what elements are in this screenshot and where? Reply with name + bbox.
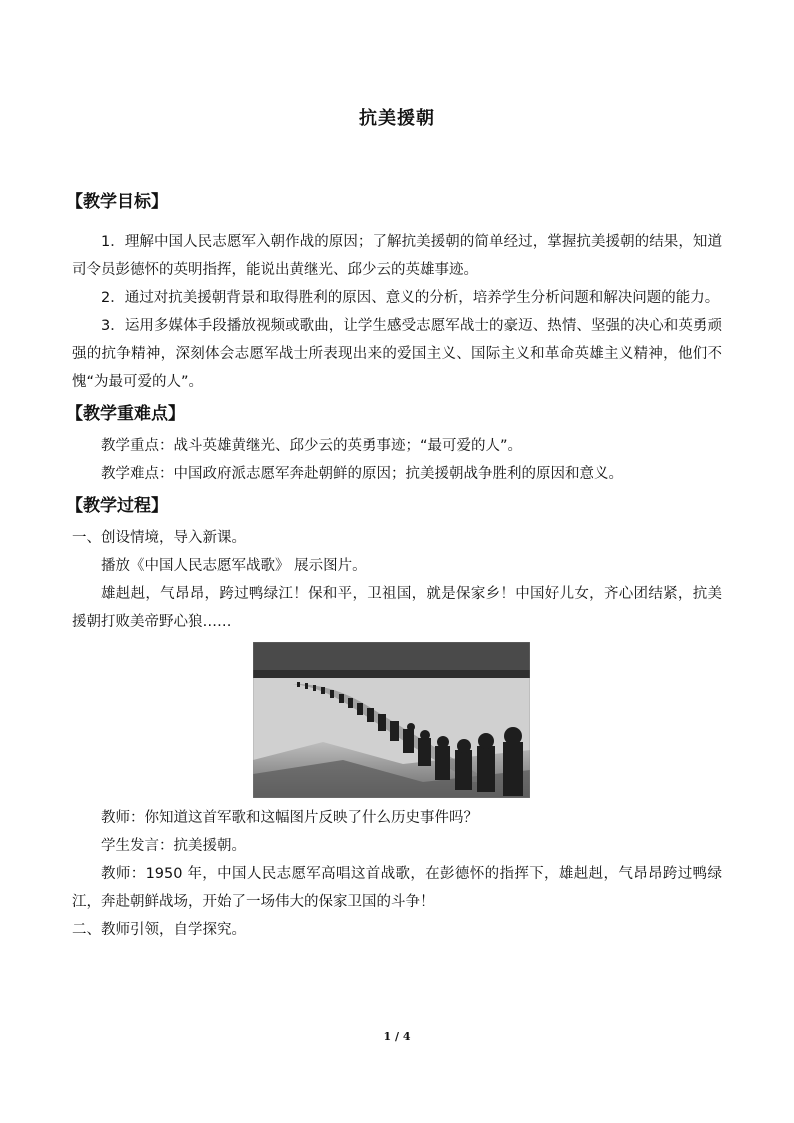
teacher-statement: 教师：1950 年，中国人民志愿军高唱这首战歌，在彭德怀的指挥下，雄赳赳，气昂昂跨过鸭绿江，奔赴朝鲜战场，开始了一场伟大的保家卫国的斗争！ xyxy=(72,866,722,910)
page-title: 抗美援朝 xyxy=(359,108,435,129)
document-body xyxy=(66,188,722,944)
play-song-line: 播放《中国人民志愿军战歌》 展示图片。 xyxy=(101,558,367,574)
student-answer: 学生发言：抗美援朝。 xyxy=(101,838,246,854)
teaching-difficulty: 教学难点：中国政府派志愿军奔赴朝鲜的原因；抗美援朝战争胜利的原因和意义。 xyxy=(101,466,623,482)
page-number: 1 / 4 xyxy=(383,1030,411,1043)
volunteer-army-crossing-photo xyxy=(253,642,530,798)
teaching-focus: 教学重点：战斗英雄黄继光、邱少云的英勇事迹；“最可爱的人”。 xyxy=(101,438,523,454)
section-heading-process: 【教学过程】 xyxy=(66,496,168,516)
section-heading-goals: 【教学目标】 xyxy=(66,192,168,212)
process-step-1: 一、创设情境，导入新课。 xyxy=(72,530,246,546)
process-step-2: 二、教师引领，自学探究。 xyxy=(72,922,246,938)
goal-item-2: 2．通过对抗美援朝背景和取得胜利的原因、意义的分析，培养学生分析问题和解决问题的能力。 xyxy=(101,290,720,306)
goal-item-3: 3．运用多媒体手段播放视频或歌曲，让学生感受志愿军战士的豪迈、热情、坚强的决心和英勇顽强的抗争精神，深刻体会志愿军战士所表现出来的爱国主义、国际主义和革命英雄主义精神，他们不愧“为最可爱的人”。 xyxy=(72,318,722,390)
goal-item-1: 1．理解中国人民志愿军入朝作战的原因；了解抗美援朝的简单经过，掌握抗美援朝的结果，知道司令员彭德怀的英明指挥，能说出黄继光、邱少云的英雄事迹。 xyxy=(72,234,722,278)
teacher-question: 教师：你知道这首军歌和这幅图片反映了什么历史事件吗？ xyxy=(101,810,478,826)
song-lyrics: 雄赳赳，气昂昂，跨过鸭绿江！保和平，卫祖国，就是保家乡！中国好儿女，齐心团结紧，抗美援朝打败美帝野心狼…… xyxy=(72,586,722,630)
historical-photo xyxy=(253,642,530,798)
section-heading-keypoints: 【教学重难点】 xyxy=(66,404,185,424)
